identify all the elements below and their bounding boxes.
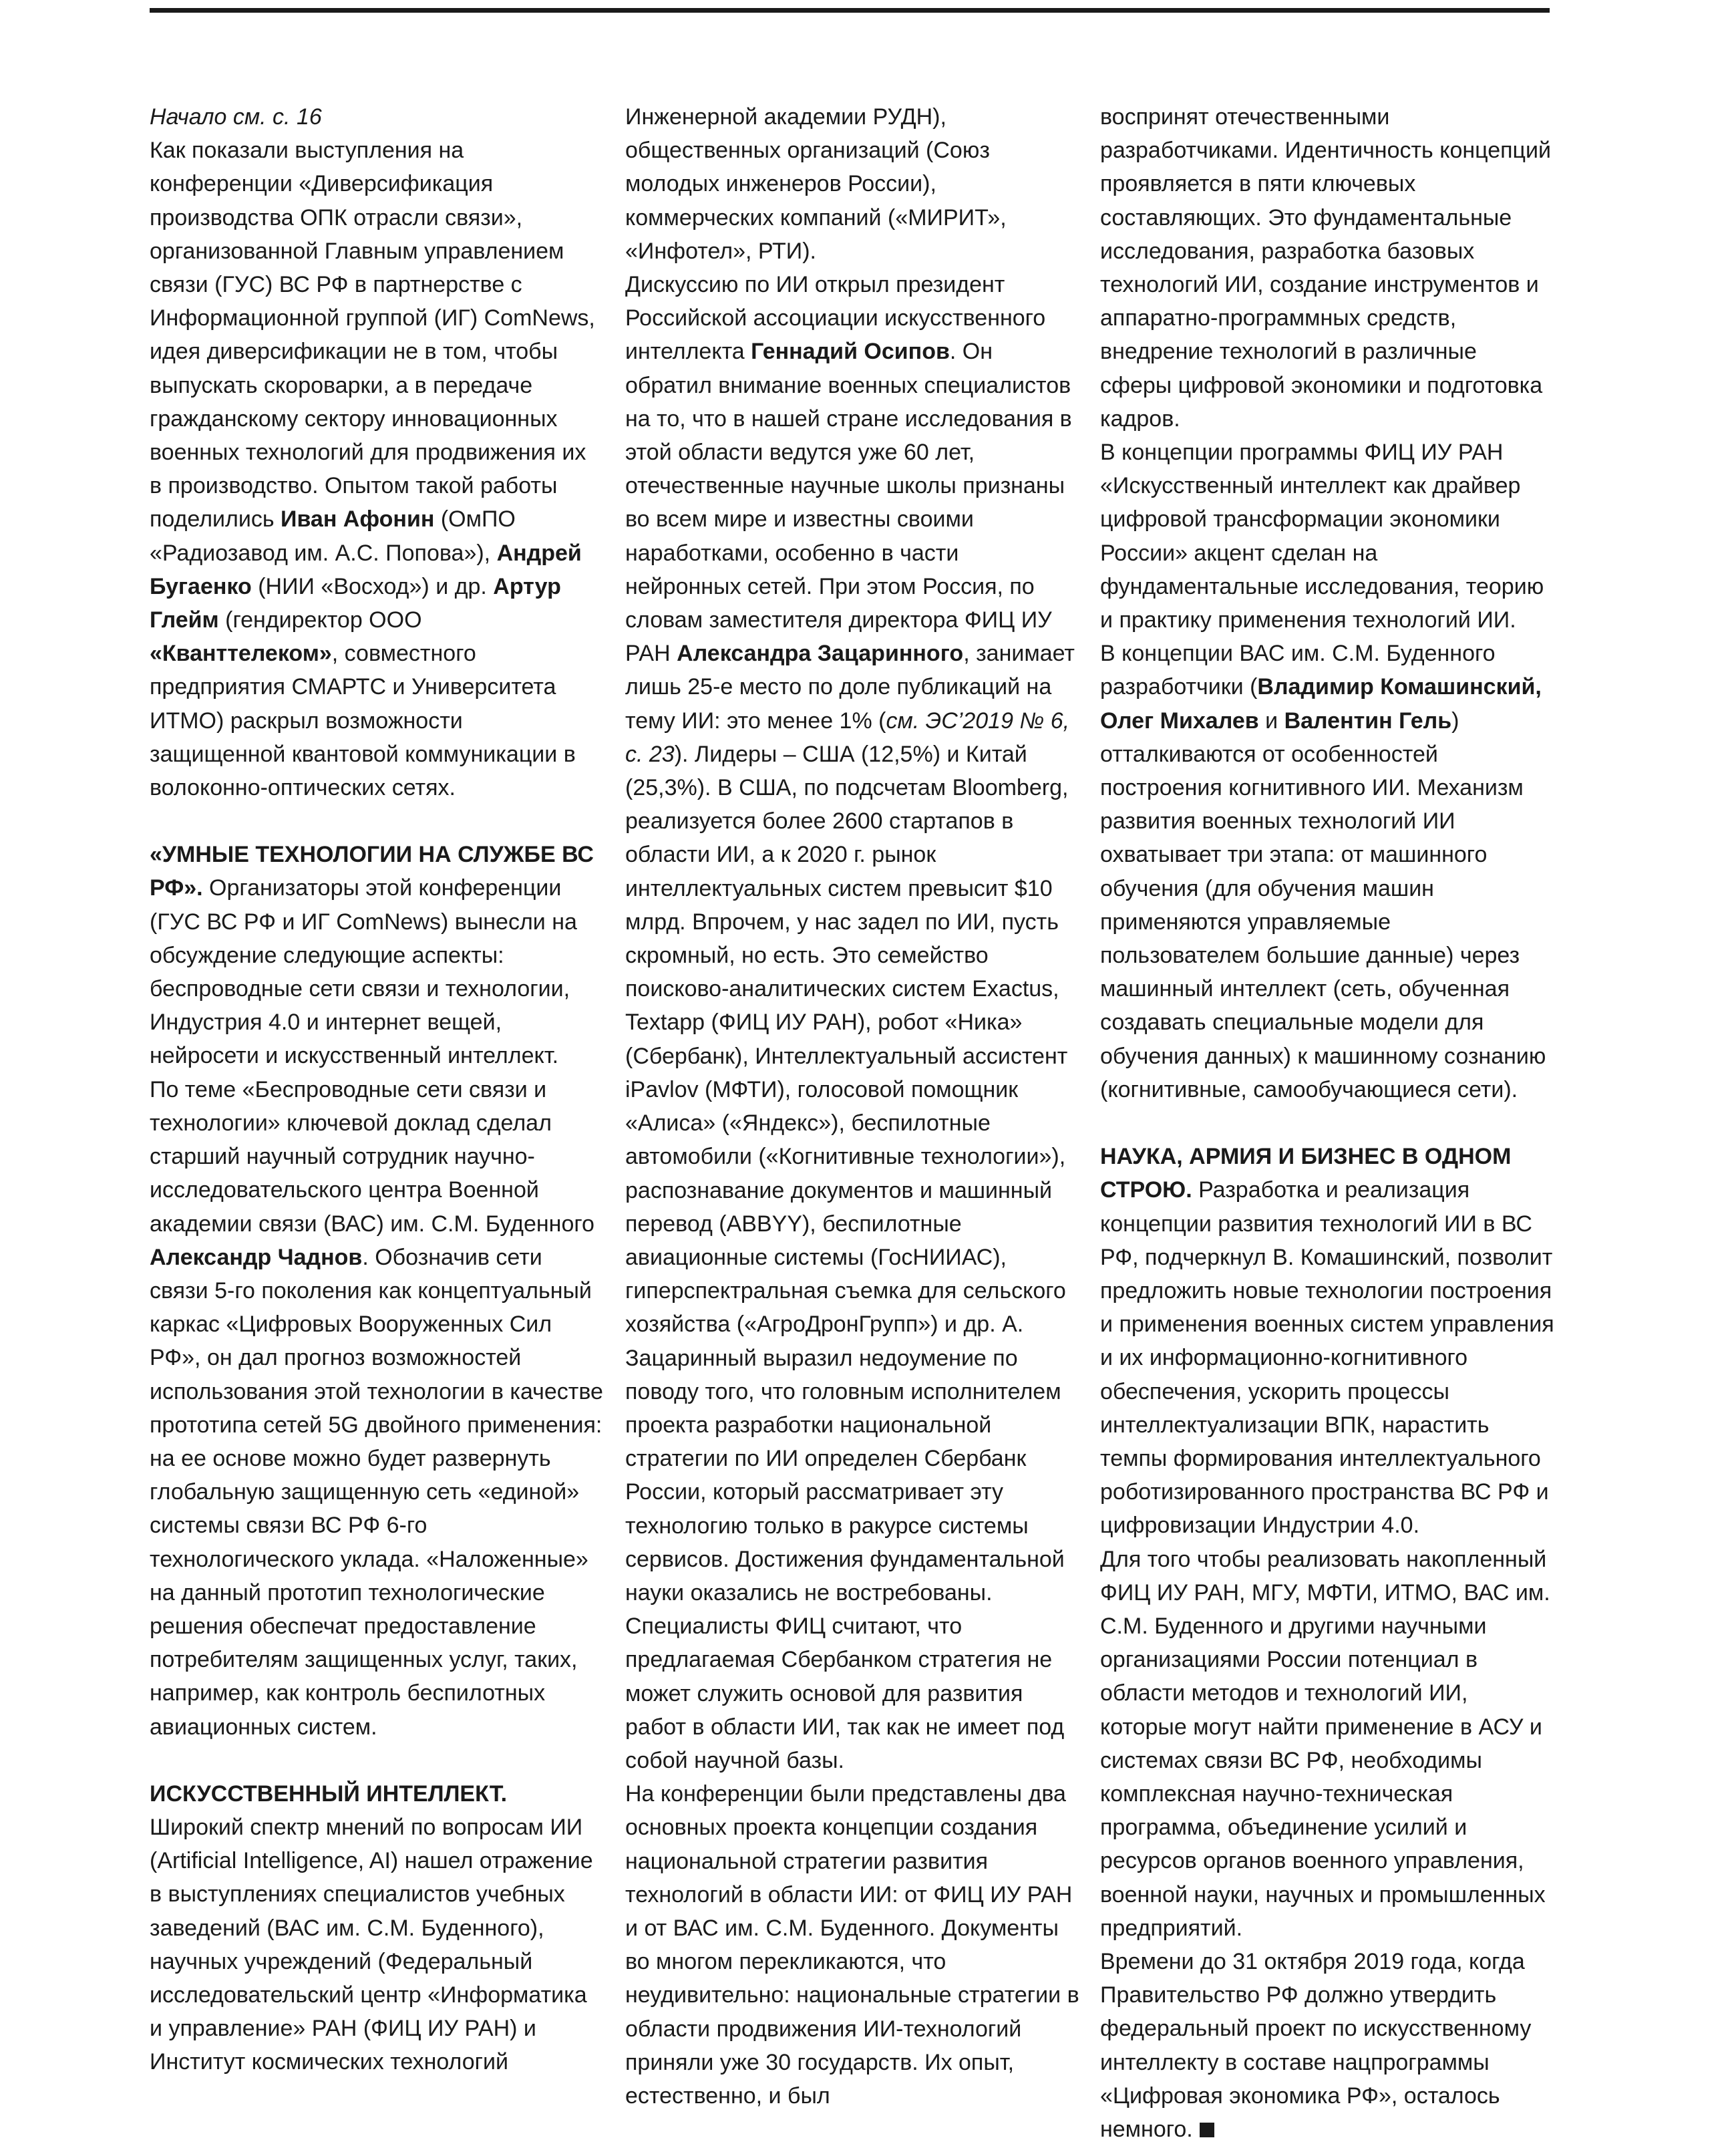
text-run: ) отталкиваются от особенностей построения когнитивного ИИ. Механизм развития военных технологий ИИ охватывает три этапа: от машинного обучения (для обучения машин применяются управляемые пользователем большие данные) через машинный интеллект (сеть, обученная создавать специальные модели для обучения данных) к машинному сознанию (когнитивные, самообучающиеся сети).	[1100, 708, 1546, 1102]
text-run: , совместного предприятия СМАРТС и Университета ИТМО) раскрыл возможности защищенной квантовой коммуникации в волоконно-оптических сетях.	[150, 641, 576, 801]
top-rule	[150, 8, 1550, 13]
text-run: (НИИ «Восход») и др.	[251, 573, 494, 599]
person-name: Артур Глейм	[150, 573, 561, 633]
paragraph: На конференции были представлены два основных проекта концепции создания национальной стратегии развития технологий в области ИИ: от ФИЦ ИУ РАН и от ВАС им. С.М. Буденного. Документы во многом перекликаются, что неудивительно: национальные стратегии в области продвижения ИИ-технологий приняли уже 30 государств. Их опыт, естественно, и был	[625, 1781, 1079, 2109]
paragraph	[150, 1073, 604, 1744]
text-run: Организаторы этой конференции (ГУС ВС РФ и ИГ ComNews) вынесли на обсуждение следующие аспекты: беспроводные сети связи и технологии, Индустрия 4.0 и интернет вещей, нейросети и искусственный интеллект.	[150, 875, 577, 1069]
text-run: Разработка и реализация концепции развития технологий ИИ в ВС РФ, подчеркнул В. Комашинский, позволит предложить новые технологии построения и применения военных систем управления и их информационно-когнитивного обеспечения, ускорить процессы интеллектуализации ВПК, нарастить темпы формирования интеллектуального роботизированного пространства ВС РФ и цифровизации Индустрии 4.0.	[1100, 1177, 1554, 1539]
column-3	[1100, 100, 1554, 2146]
paragraph: Инженерной академии РУДН), общественных организаций (Союз молодых инженеров России), коммерческих компаний («МИРИТ», «Инфотел», РТИ).	[625, 104, 1007, 264]
text-run: ). Лидеры – США (12,5%) и Китай (25,3%). В США, по подсчетам Bloomberg, реализуется более 2600 стартапов в области ИИ, а к 2020 г. рынок интеллектуальных систем превысит $10 млрд. Впрочем, у нас задел по ИИ, пусть скромный, но есть. Это семейство поисково-аналитических систем Exactus, Textapp (ФИЦ ИУ РАН), робот «Ника» (Сбербанк), Интеллектуальный ассистент iPavlov (МФТИ), голосовой помощник «Алиса» («Яндекс»), беспилотные автомобили («Когнитивные технологии»), распознавание документов и машинный перевод (ABBYY), беспилотные авиационные системы (ГосНИИАС), гиперспектральная съемка для сельского хозяйства («АгроДронГрупп») и др. А. Зацаринный выразил недоумение по поводу того, что головным исполнителем проекта разработки национальной стратегии по ИИ определен Сбербанк России, который рассматривает эту технологию только в ракурсе системы сервисов. Достижения фундаментальной науки оказались не востребованы. Специалисты ФИЦ считают, что предлагаемая Сбербанком стратегия не может служить основой для развития работ в области ИИ, так как не имеет под собой научной базы.	[625, 741, 1069, 1773]
text-run: Как показали выступления на конференции «Диверсификация производства ОПК отрасли связи», организованной Главным управлением связи (ГУС) ВС РФ в партнерстве с Информационной группой (ИГ) ComNews, идея диверсификации не в том, чтобы выпускать скороварки, а в передаче гражданскому сектору инновационных военных технологий для продвижения их в производство. Опытом такой работы поделились	[150, 138, 595, 532]
text-run: . Он обратил внимание военных специалистов на то, что в нашей стране исследования в этой области ведутся уже 60 лет, отечественные научные школы признаны во всем мире и известны своими наработками, особенно в части нейронных сетей. При этом Россия, по словам заместителя директора ФИЦ ИУ РАН	[625, 339, 1072, 667]
person-name: Владимир Комашинский, Олег Михалев	[1100, 674, 1542, 734]
company-name: «Кванттелеком»	[150, 641, 332, 667]
paragraph	[1100, 637, 1554, 1106]
person-name: Валентин Гель	[1284, 708, 1452, 734]
text-run: По теме «Беспроводные сети связи и технологии» ключевой доклад сделал старший научный сотрудник научно-исследовательского центра Военной академии связи (ВАС) им. С.М. Буденного	[150, 1076, 594, 1237]
section-heading: ИСКУССТВЕННЫЙ ИНТЕЛЛЕКТ.	[150, 1781, 508, 1807]
person-name: Александра Зацаринного	[677, 641, 964, 667]
person-name: Александр Чаднов	[150, 1244, 363, 1270]
column-1	[150, 100, 604, 2079]
column-2	[625, 100, 1079, 2113]
person-name: Андрей Бугаенко	[150, 540, 582, 599]
section-paragraph	[150, 838, 604, 1072]
paragraph	[625, 268, 1079, 1777]
section-heading: «УМНЫЕ ТЕХНОЛОГИИ НА СЛУЖБЕ ВС РФ».	[150, 842, 594, 901]
text-run: и	[1258, 708, 1284, 734]
section-paragraph	[1100, 1140, 1554, 1542]
text-run: Широкий спектр мнений по вопросам ИИ (Artificial Intelligence, AI) нашел отражение в выступлениях специалистов учебных заведений (ВАС им. С.М. Буденного), научных учреждений (Федеральный исследовательский центр «Информатика и управление» РАН (ФИЦ ИУ РАН) и Институт космических технологий	[150, 1814, 593, 2075]
text-run: Дискуссию по ИИ открыл президент Российской ассоциации искусственного интеллекта	[625, 272, 1046, 365]
text-run: В концепции ВАС им. С.М. Буденного разработчики (	[1100, 641, 1496, 700]
person-name: Иван Афонин	[281, 506, 435, 532]
section-gap	[1100, 1106, 1554, 1140]
cross-reference: см. ЭС’2019 № 6, с. 23	[625, 708, 1070, 767]
text-run: . Обозначив сети связи 5-го поколения как концептуальный каркас «Цифровых Вооруженных Сил РФ», он дал прогноз возможностей использования этой технологии в качестве прототипа сетей 5G двойного применения: на ее основе можно будет развернуть глобальную защищенную сеть «единой» системы связи ВС РФ 6-го технологического уклада. «Наложенные» на данный прототип технологические решения обеспечат предоставление потребителям защищенных услуг, таких, например, как контроль беспилотных авиационных систем.	[150, 1244, 603, 1740]
text-run: , занимает лишь 25-е место по доле публикаций на тему ИИ: это менее 1% (	[625, 641, 1075, 734]
paragraph	[150, 134, 604, 804]
person-name: Геннадий Осипов	[751, 339, 950, 365]
section-gap	[150, 1744, 604, 1777]
paragraph: воспринят отечественными разработчиками. Идентичность концепций проявляется в пяти ключевых составляющих. Это фундаментальные исследования, разработка базовых технологий ИИ, создание инструментов и аппаратно-программных средств, внедрение технологий в различные сферы цифровой экономики и подготовка кадров.	[1100, 104, 1552, 432]
text-run: (гендиректор ООО	[218, 607, 422, 633]
paragraph: В концепции программы ФИЦ ИУ РАН «Искусственный интеллект как драйвер цифровой трансформации экономики России» акцент сделан на фундаментальные исследования, теорию и практику применения технологий ИИ.	[1100, 440, 1544, 633]
continuation-reference: Начало см. с. 16	[150, 104, 322, 130]
paragraph	[1100, 1945, 1554, 2146]
section-paragraph	[150, 1777, 604, 2079]
text-run: (ОмПО «Радиозавод им. А.С. Попова»),	[150, 506, 516, 566]
section-heading: НАУКА, АРМИЯ И БИЗНЕС В ОДНОМ СТРОЮ.	[1100, 1144, 1512, 1203]
end-of-article-square-icon	[1200, 2123, 1214, 2137]
section-gap	[150, 804, 604, 838]
paragraph: Для того чтобы реализовать накопленный ФИЦ ИУ РАН, МГУ, МФТИ, ИТМО, ВАС им. С.М. Буденного и другими научными организациями России потенциал в области методов и технологий ИИ, которые могут найти применение в АСУ и системах связи ВС РФ, необходимы комплексная научно-техническая программа, объединение усилий и ресурсов органов военного управления, военной науки, научных и промышленных предприятий.	[1100, 1546, 1550, 1941]
text-run: Времени до 31 октября 2019 года, когда Правительство РФ должно утвердить федеральный проект по искусственному интеллекту в составе нацпрограммы «Цифровая экономика РФ», осталось немного.	[1100, 1948, 1532, 2142]
